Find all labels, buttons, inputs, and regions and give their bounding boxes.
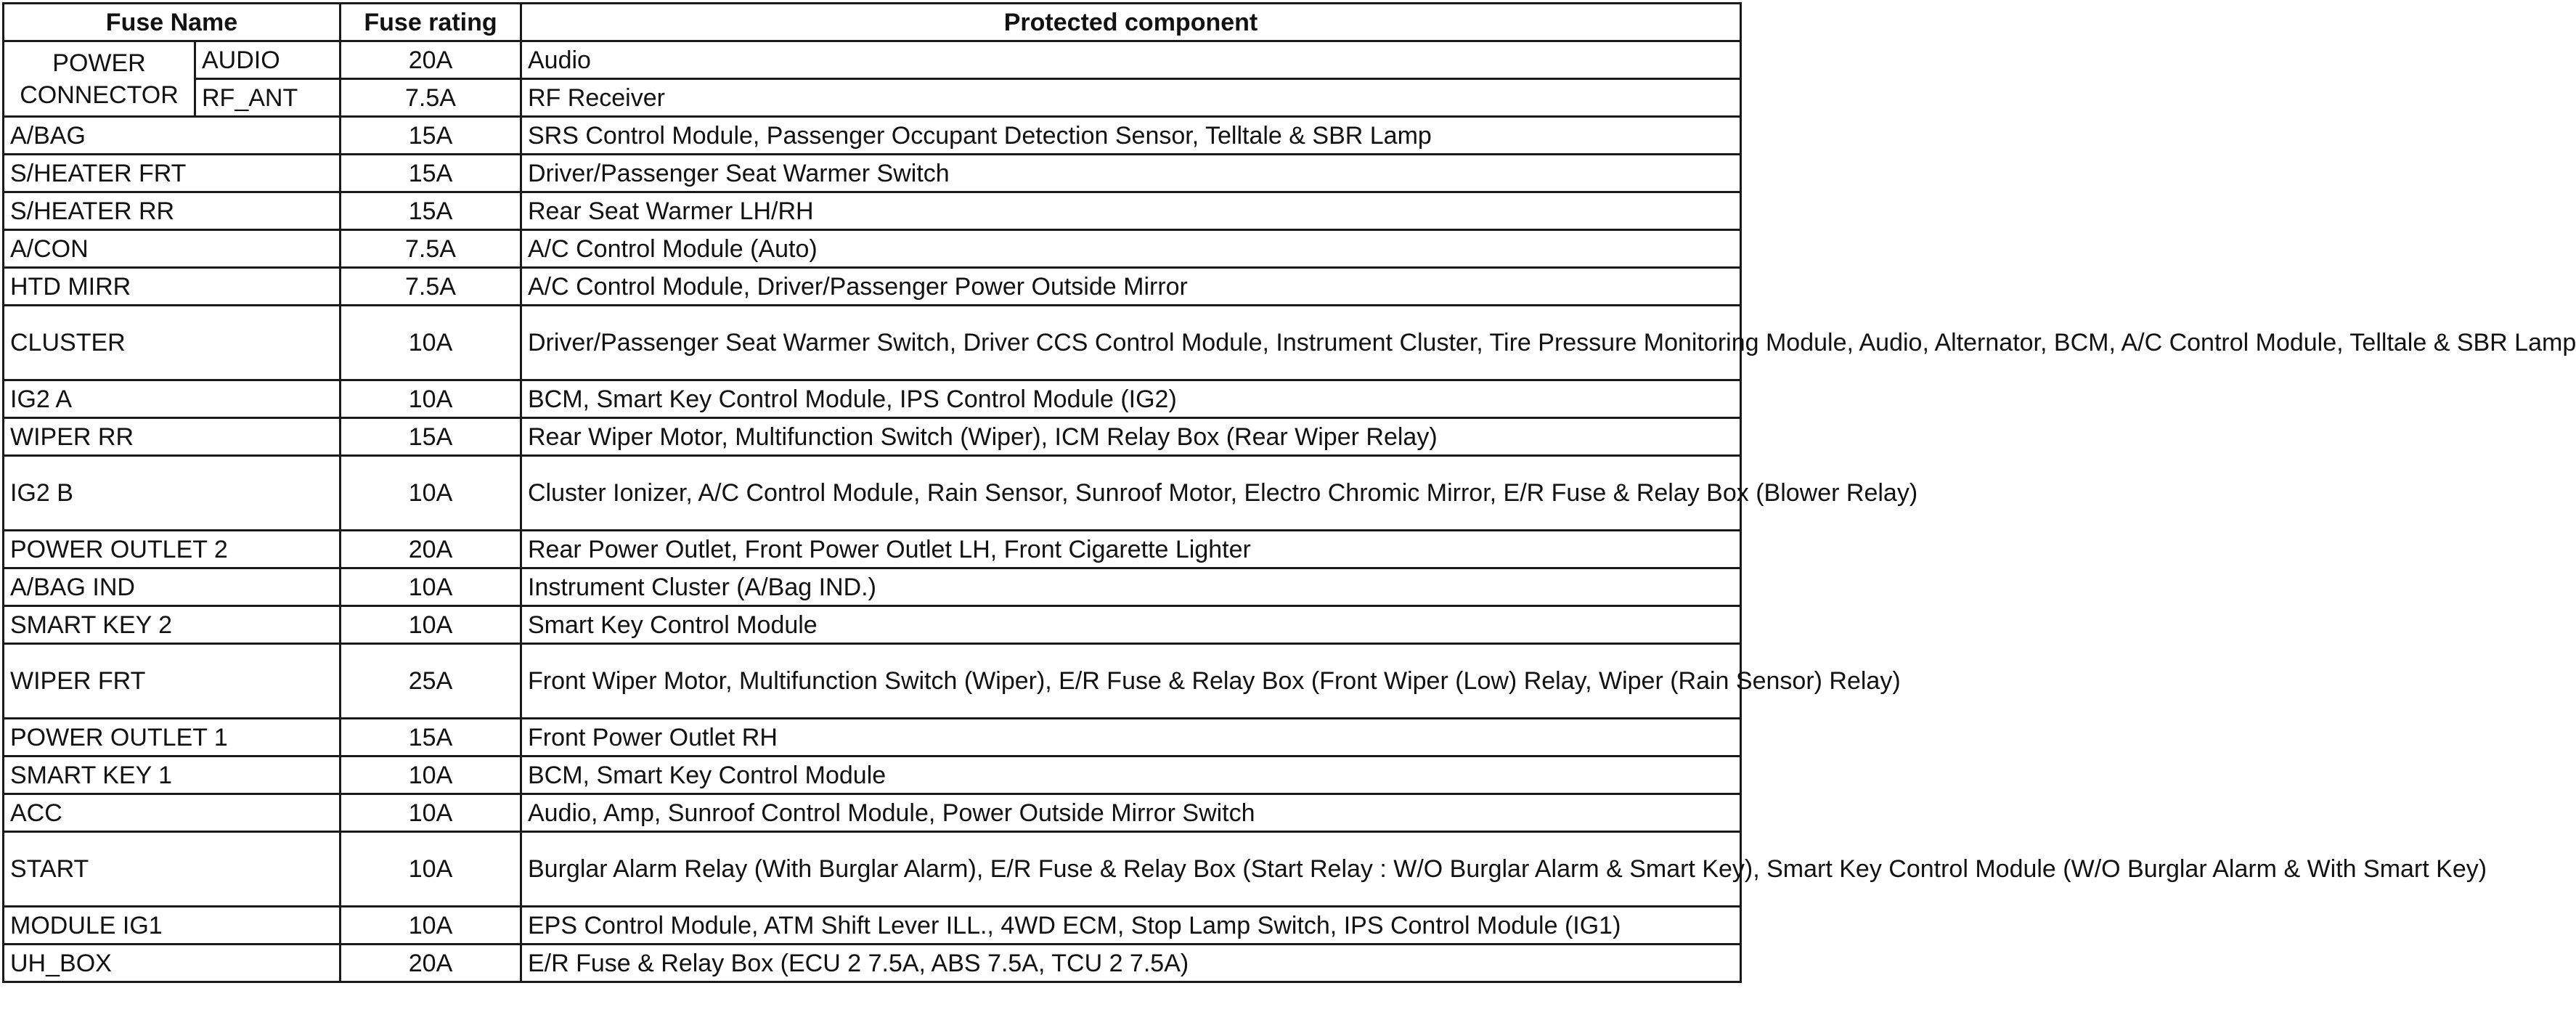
fuse-name-cell: SMART KEY 2 bbox=[4, 606, 341, 644]
protected-component-cell: Rear Wiper Motor, Multifunction Switch (Wiper), ICM Relay Box (Rear Wiper Relay) bbox=[521, 418, 1741, 456]
table-row bbox=[4, 418, 1741, 456]
fuse-rating-cell: 20A bbox=[341, 945, 521, 982]
protected-component-cell: SRS Control Module, Passenger Occupant Detection Sensor, Telltale & SBR Lamp bbox=[521, 117, 1741, 155]
table-row bbox=[4, 945, 1741, 982]
protected-component-cell: Audio, Amp, Sunroof Control Module, Power Outside Mirror Switch bbox=[521, 794, 1741, 832]
table-row bbox=[4, 41, 1741, 79]
table-row bbox=[4, 719, 1741, 756]
header-fuse-name: Fuse Name bbox=[4, 4, 341, 41]
table-row bbox=[4, 306, 1741, 380]
protected-component-cell: EPS Control Module, ATM Shift Lever ILL., 4WD ECM, Stop Lamp Switch, IPS Control Module (IG1) bbox=[521, 907, 1741, 945]
protected-component-cell: A/C Control Module, Driver/Passenger Power Outside Mirror bbox=[521, 268, 1741, 306]
fuse-name-cell: START bbox=[4, 832, 341, 907]
fuse-name-cell: RF_ANT bbox=[195, 79, 341, 117]
fuse-rating-cell: 10A bbox=[341, 794, 521, 832]
fuse-rating-cell: 10A bbox=[341, 606, 521, 644]
fuse-name-cell: UH_BOX bbox=[4, 945, 341, 982]
fuse-name-cell: SMART KEY 1 bbox=[4, 756, 341, 794]
fuse-name-cell: IG2 A bbox=[4, 380, 341, 418]
power-connector-group-cell bbox=[4, 41, 195, 117]
fuse-rating-cell: 15A bbox=[341, 117, 521, 155]
protected-component-cell: BCM, Smart Key Control Module bbox=[521, 756, 1741, 794]
fuse-rating-cell: 7.5A bbox=[341, 79, 521, 117]
protected-component-cell: A/C Control Module (Auto) bbox=[521, 230, 1741, 268]
protected-component-cell: Rear Power Outlet, Front Power Outlet LH, Front Cigarette Lighter bbox=[521, 531, 1741, 568]
protected-component-cell: Instrument Cluster (A/Bag IND.) bbox=[521, 568, 1741, 606]
table-row bbox=[4, 456, 1741, 531]
protected-component-cell: RF Receiver bbox=[521, 79, 1741, 117]
fuse-name-cell: ACC bbox=[4, 794, 341, 832]
protected-component-cell: E/R Fuse & Relay Box (ECU 2 7.5A, ABS 7.5A, TCU 2 7.5A) bbox=[521, 945, 1741, 982]
fuse-name-cell: A/BAG IND bbox=[4, 568, 341, 606]
fuse-rating-cell: 15A bbox=[341, 418, 521, 456]
table-row bbox=[4, 268, 1741, 306]
fuse-name-cell: CLUSTER bbox=[4, 306, 341, 380]
fuse-name-cell: A/CON bbox=[4, 230, 341, 268]
table-row bbox=[4, 380, 1741, 418]
fuse-rating-cell: 20A bbox=[341, 41, 521, 79]
fuse-rating-cell: 10A bbox=[341, 306, 521, 380]
fuse-rating-cell: 10A bbox=[341, 907, 521, 945]
fuse-rating-cell: 25A bbox=[341, 644, 521, 719]
fuse-rating-cell: 15A bbox=[341, 719, 521, 756]
fuse-name-cell: IG2 B bbox=[4, 456, 341, 531]
header-row bbox=[4, 4, 1741, 41]
fuse-name-cell: MODULE IG1 bbox=[4, 907, 341, 945]
protected-component-cell: Driver/Passenger Seat Warmer Switch bbox=[521, 155, 1741, 192]
fuse-rating-cell: 10A bbox=[341, 456, 521, 531]
fuse-name-cell: AUDIO bbox=[195, 41, 341, 79]
protected-component-cell: Smart Key Control Module bbox=[521, 606, 1741, 644]
fuse-name-cell: POWER OUTLET 1 bbox=[4, 719, 341, 756]
table-row bbox=[4, 756, 1741, 794]
fuse-rating-cell: 15A bbox=[341, 192, 521, 230]
fuse-name-cell: WIPER RR bbox=[4, 418, 341, 456]
fuse-rating-cell: 10A bbox=[341, 756, 521, 794]
table-row bbox=[4, 230, 1741, 268]
fuse-name-cell: WIPER FRT bbox=[4, 644, 341, 719]
table-row bbox=[4, 192, 1741, 230]
fuse-rating-cell: 20A bbox=[341, 531, 521, 568]
protected-component-cell: Rear Seat Warmer LH/RH bbox=[521, 192, 1741, 230]
fuse-table bbox=[2, 2, 2576, 983]
fuse-name-cell: S/HEATER RR bbox=[4, 192, 341, 230]
table-row bbox=[4, 794, 1741, 832]
protected-component-cell: Front Wiper Motor, Multifunction Switch (Wiper), E/R Fuse & Relay Box (Front Wiper (Low) Relay, Wiper (Rain Sensor) Relay) bbox=[521, 644, 1741, 719]
protected-component-cell: Front Power Outlet RH bbox=[521, 719, 1741, 756]
table-row bbox=[4, 606, 1741, 644]
protected-component-cell: BCM, Smart Key Control Module, IPS Control Module (IG2) bbox=[521, 380, 1741, 418]
table-row bbox=[4, 155, 1741, 192]
table-row bbox=[4, 907, 1741, 945]
header-fuse-rating: Fuse rating bbox=[341, 4, 521, 41]
fuse-rating-cell: 10A bbox=[341, 832, 521, 907]
fuse-rating-cell: 7.5A bbox=[341, 230, 521, 268]
table-row bbox=[4, 644, 1741, 719]
table-row bbox=[4, 79, 1741, 117]
header-protected-component: Protected component bbox=[521, 4, 1741, 41]
table-row bbox=[4, 531, 1741, 568]
fuse-name-cell: HTD MIRR bbox=[4, 268, 341, 306]
fuse-name-cell: A/BAG bbox=[4, 117, 341, 155]
fuse-rating-cell: 7.5A bbox=[341, 268, 521, 306]
fuse-name-cell: POWER OUTLET 2 bbox=[4, 531, 341, 568]
fuse-rating-cell: 15A bbox=[341, 155, 521, 192]
table-row bbox=[4, 117, 1741, 155]
protected-component-cell: Cluster Ionizer, A/C Control Module, Rain Sensor, Sunroof Motor, Electro Chromic Mirror, E/R Fuse & Relay Box (Blower Relay) bbox=[521, 456, 1741, 531]
table-header bbox=[4, 4, 1741, 41]
table-row bbox=[4, 568, 1741, 606]
protected-component-cell: Burglar Alarm Relay (With Burglar Alarm), E/R Fuse & Relay Box (Start Relay : W/O Burglar Alarm & Smart Key), Smart Key Control Module (W/O Burglar Alarm & With Smart Key) bbox=[521, 832, 1741, 907]
fuse-name-cell: S/HEATER FRT bbox=[4, 155, 341, 192]
table-body bbox=[4, 41, 2576, 982]
power-connector-label-line2: CONNECTOR bbox=[20, 81, 179, 109]
protected-component-cell: Driver/Passenger Seat Warmer Switch, Driver CCS Control Module, Instrument Cluster, Tire Pressure Monitoring Module, Audio, Alternator, BCM, A/C Control Module, Telltale & SBR Lamp bbox=[521, 306, 1741, 380]
fuse-rating-cell: 10A bbox=[341, 380, 521, 418]
fuse-rating-cell: 10A bbox=[341, 568, 521, 606]
protected-component-cell: Audio bbox=[521, 41, 1741, 79]
power-connector-label-line1: POWER bbox=[52, 49, 146, 77]
table-row bbox=[4, 832, 1741, 907]
